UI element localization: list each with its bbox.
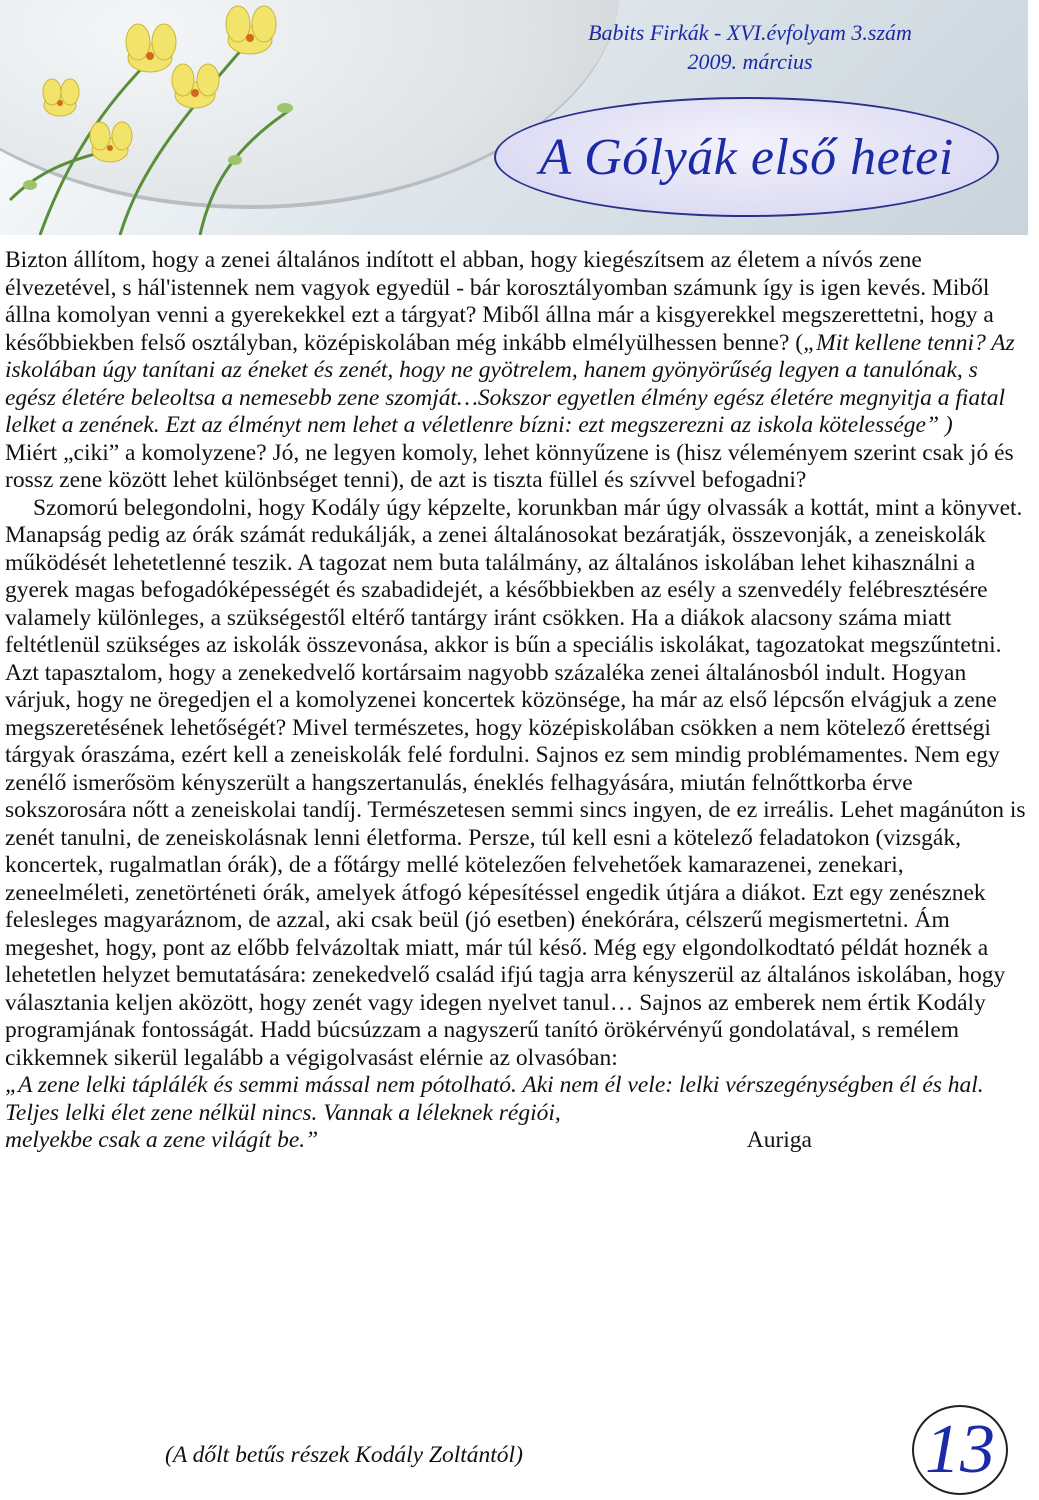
- paragraph-intro-text: Bizton állítom, hogy a zenei általános indított el abban, hogy kiegészítsem az életem a nívós zene élvezetével, s hál'istennek nem vagyok egyedül - bár korosztályomban számunk így is igen kevés. Miből állna komolyan venni a gyerekekkel ezt a tárgyat? Miből állna már a kisgyerekkel megszerettetni, hogy a későbbiekben felső osztályban, középiskolában még inkább elmélyülhessen benne? (: [5, 247, 994, 356]
- closing-quote-end: melyekbe csak a zene világít be.”: [5, 1127, 319, 1153]
- italic-note: (A dőlt betűs részek Kodály Zoltántól): [165, 1442, 523, 1468]
- closing-quote: [5, 1072, 1030, 1127]
- page-number: 13: [925, 1411, 995, 1488]
- orchid-flowers-image: [0, 0, 300, 235]
- author-signature: Auriga: [746, 1127, 812, 1153]
- paragraph-main: Szomorú belegondolni, hogy Kodály úgy képzelte, korunkban már úgy olvassák a kottát, mint a könyvet. Manapság pedig az órák számát redukálják, a zenei általánosokat bezáratják, összevonják, a zeneiskolák működését lehetetlenné teszik. A tagozat nem buta találmány, az általános iskolában lehet kihasználni a gyerek magas befogadóképességét és szabadidejét, a későbbiekben az esély a szenvedély felébresztésére valamely különleges, a szükségestől eltérő tantárgy iránt csökken. Ha a diákok alacsony száma miatt feltétlenül szükséges az iskolák összevonása, akkor is bűn a speciális iskolákat, tagozatokat megszűntetni. Azt tapasztalom, hogy a zenekedvelő kortársaim nagyobb százaléka zenei általánosból indult. Hogyan várjuk, hogy ne öregedjen el a komolyzenei koncertek közönsége, ha már az első lépcsőn elvágjuk a zene megszeretésének lehetőségét? Mivel természetes, hogy középiskolában csökken a nem kötelező érettségi tárgyak óraszáma, ezért kell a zeneiskolák felé fordulni. Sajnos ez sem mindig problémamentes. Nem egy zenélő ismerősöm kényszerült a hangszertanulás, éneklés felhagyására, miután felnőttkorba érve sokszorosára nőtt a zeneiskolai tandíj. Természetesen semmi sincs ingyen, de ez irreális. Lehet magánúton is zenét tanulni, de zeneiskolásnak lenni életforma. Persze, túl kell esni a kötelező feladatokon (vizsgák, koncertek, rugalmatlan órák), de a főtárgy mellé kötelezően felvehetőek kamarazenei, zenekari, zeneelméleti, zenetörténeti órák, amelyek átfogó képesítéssel engedik útjára a diákot. Ezt egy zenésznek felesleges magyaráznom, de azzal, aki csak beül (jó esetben) énekórára, célszerű megismertetni. Ám megeshet, hogy, pont az előbb felvázoltak miatt, már túl késő. Még egy elgondolkodtató példát hoznék a lehetetlen helyzet bemutatására: zenekedvelő család ifjú tagja arra kényszerül az általános iskolában, hogy választania keljen aközött, hogy zenét vagy idegen nyelvet tanul… Sajnos az emberek nem értik Kodály programjának fontosságát. Hadd búcsúzzam a nagyszerű tanító örökérvényű gondolatával, s remélem cikkemnek sikerül legalább a végigolvasást elérnie az olvasóban:: [5, 494, 1026, 1071]
- article-title: A Gólyák első hetei: [539, 129, 954, 186]
- closing-quote-row: [5, 1127, 1030, 1155]
- paragraph-intro: [5, 247, 1030, 440]
- paragraph-question: Miért „ciki” a komolyzene? Jó, ne legyen komoly, lehet könnyűzene is (hisz véleményem szerint csak jó és rossz zene között lehet különbséget tenni), de azt is tiszta füllel és szívvel befogadni?: [5, 439, 1014, 493]
- closing-quote-text: „A zene lelki táplálék és semmi mással nem pótolható. Aki nem él vele: lelki vérszegénységben él és hal. Teljes lelki élet zene nélkül nincs. Vannak a léleknek régiói,: [5, 1072, 984, 1126]
- issue-date: 2009. március: [687, 49, 813, 74]
- article-body: [5, 247, 1030, 1155]
- kodaly-quote-1: „Mit kellene tenni? Az iskolában úgy tanítani az éneket és zenét, hogy ne gyötrelem, hanem gyönyörűség legyen a tanulónak, s egész életére beleoltsa a nemesebb zene szomját…Sokszor egyetlen élmény egész életére megnyitja a fiatal lelket a zenének. Ezt az élményt nem lehet a véletlenre bízni: ezt megszerezni az iskola kötelessége” ): [5, 329, 1015, 438]
- issue-line: Babits Firkák - XVI.évfolyam 3.szám: [588, 20, 912, 45]
